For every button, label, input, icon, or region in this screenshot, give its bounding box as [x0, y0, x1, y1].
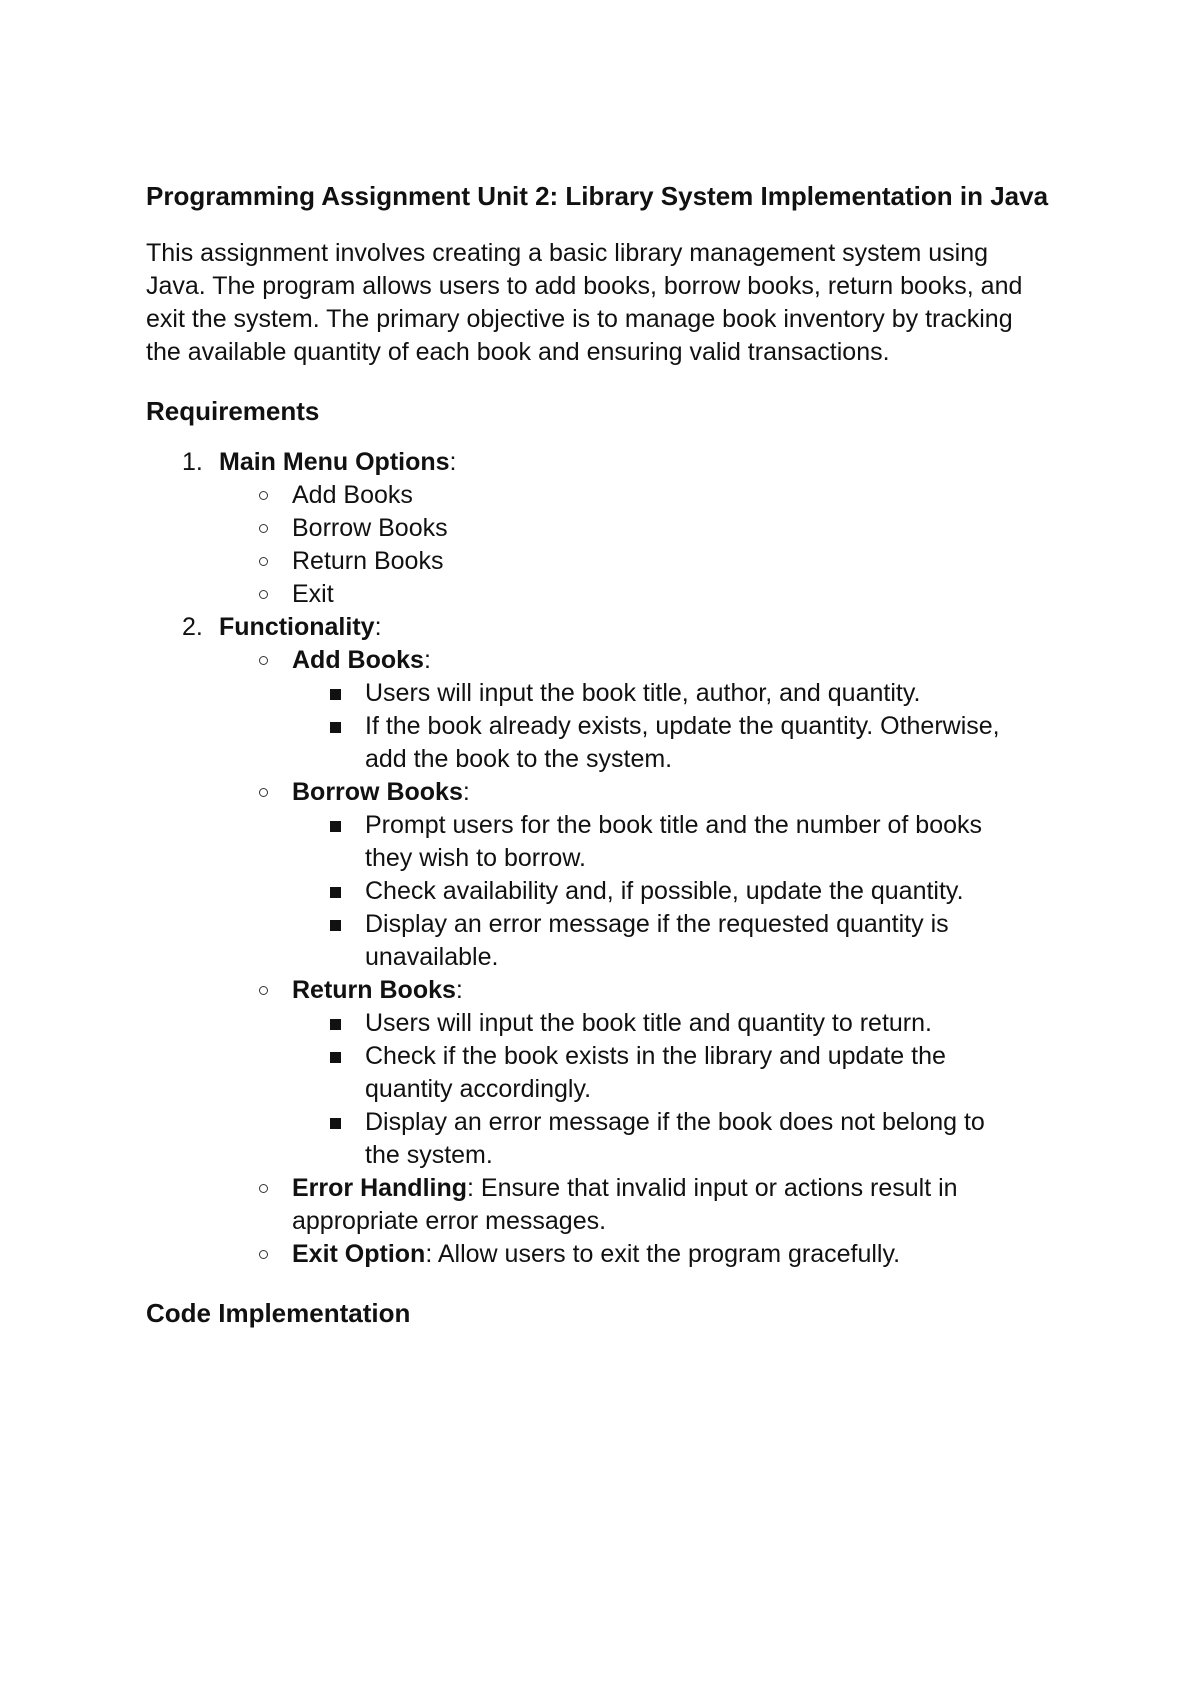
functionality-list — [219, 644, 1080, 1271]
feature-borrow-books — [219, 776, 1080, 974]
feature-label: Borrow Books — [292, 778, 463, 806]
colon: : — [467, 1174, 474, 1202]
circle-bullet-icon — [259, 590, 268, 599]
feature-label: Return Books — [292, 976, 456, 1004]
feature-points-list — [292, 677, 1080, 776]
feature-point: Prompt users for the book title and the number of books they wish to borrow. — [365, 811, 983, 872]
list-item — [292, 908, 1015, 974]
list-item — [219, 545, 1080, 578]
circle-bullet-icon — [259, 986, 268, 995]
feature-exit-option — [219, 1238, 1002, 1271]
list-item — [292, 677, 1015, 710]
intro-paragraph: This assignment involves creating a basic library management system using Java. The program allows users to add books, borrow books, return books, and exit the system. The primary objective is to manage book inventory by tracking the available quantity of each book and ensuring valid transactions. — [146, 239, 1023, 366]
feature-description: Ensure that invalid input or actions result in appropriate error messages. — [292, 1174, 958, 1235]
circle-bullet-icon — [259, 1184, 268, 1193]
feature-point: Users will input the book title, author, and quantity. — [365, 679, 921, 707]
square-bullet-icon — [330, 887, 341, 898]
list-item — [292, 809, 1015, 875]
circle-bullet-icon — [259, 557, 268, 566]
circle-bullet-icon — [259, 1250, 268, 1259]
colon: : — [425, 1240, 433, 1268]
list-item — [292, 875, 1015, 908]
colon: : — [455, 976, 463, 1004]
menu-options-list — [219, 479, 1080, 611]
colon: : — [449, 448, 457, 476]
list-item — [219, 578, 1080, 611]
requirement-label: Main Menu Options — [219, 448, 450, 476]
list-item — [292, 1106, 1015, 1172]
list-item — [219, 512, 1080, 545]
circle-bullet-icon — [259, 788, 268, 797]
list-item — [219, 479, 1080, 512]
requirements-heading: Requirements — [146, 396, 320, 426]
colon: : — [462, 778, 470, 806]
feature-return-books — [219, 974, 1080, 1172]
feature-label: Exit Option — [292, 1240, 426, 1268]
feature-add-books — [219, 644, 1080, 776]
requirement-item — [146, 446, 1080, 611]
feature-point: Display an error message if the book does not belong to the system. — [365, 1108, 985, 1169]
feature-label: Error Handling — [292, 1174, 468, 1202]
circle-bullet-icon — [259, 524, 268, 533]
square-bullet-icon — [330, 722, 341, 733]
square-bullet-icon — [330, 920, 341, 931]
square-bullet-icon — [330, 1019, 341, 1030]
requirements-list — [146, 446, 1080, 1271]
requirement-number: 1. — [182, 448, 203, 476]
feature-points-list — [292, 809, 1080, 974]
document-title: Programming Assignment Unit 2: Library System Implementation in Java — [146, 181, 1049, 211]
requirement-number: 2. — [182, 613, 203, 641]
square-bullet-icon — [330, 1052, 341, 1063]
square-bullet-icon — [330, 689, 341, 700]
menu-option-borrow-books: Borrow Books — [292, 514, 448, 542]
feature-point: If the book already exists, update the quantity. Otherwise, add the book to the system. — [365, 712, 1000, 773]
feature-point: Users will input the book title and quantity to return. — [365, 1009, 932, 1037]
square-bullet-icon — [330, 1118, 341, 1129]
feature-points-list — [292, 1007, 1080, 1172]
list-item — [292, 1040, 1015, 1106]
feature-error-handling — [219, 1172, 1002, 1238]
requirement-item — [146, 611, 1080, 1271]
list-item — [292, 710, 1015, 776]
circle-bullet-icon — [259, 491, 268, 500]
square-bullet-icon — [330, 821, 341, 832]
menu-option-add-books: Add Books — [292, 481, 413, 509]
colon: : — [374, 613, 382, 641]
feature-point: Check availability and, if possible, update the quantity. — [365, 877, 964, 905]
feature-point: Display an error message if the requested quantity is unavailable. — [365, 910, 949, 971]
list-item — [292, 1007, 1015, 1040]
menu-option-exit: Exit — [292, 580, 334, 608]
feature-description: Allow users to exit the program gracefully. — [432, 1240, 901, 1268]
requirement-label: Functionality — [219, 613, 375, 641]
menu-option-return-books: Return Books — [292, 547, 444, 575]
code-implementation-heading: Code Implementation — [146, 1298, 411, 1328]
feature-label: Add Books — [292, 646, 424, 674]
colon: : — [423, 646, 431, 674]
circle-bullet-icon — [259, 656, 268, 665]
feature-point: Check if the book exists in the library and update the quantity accordingly. — [365, 1042, 946, 1103]
